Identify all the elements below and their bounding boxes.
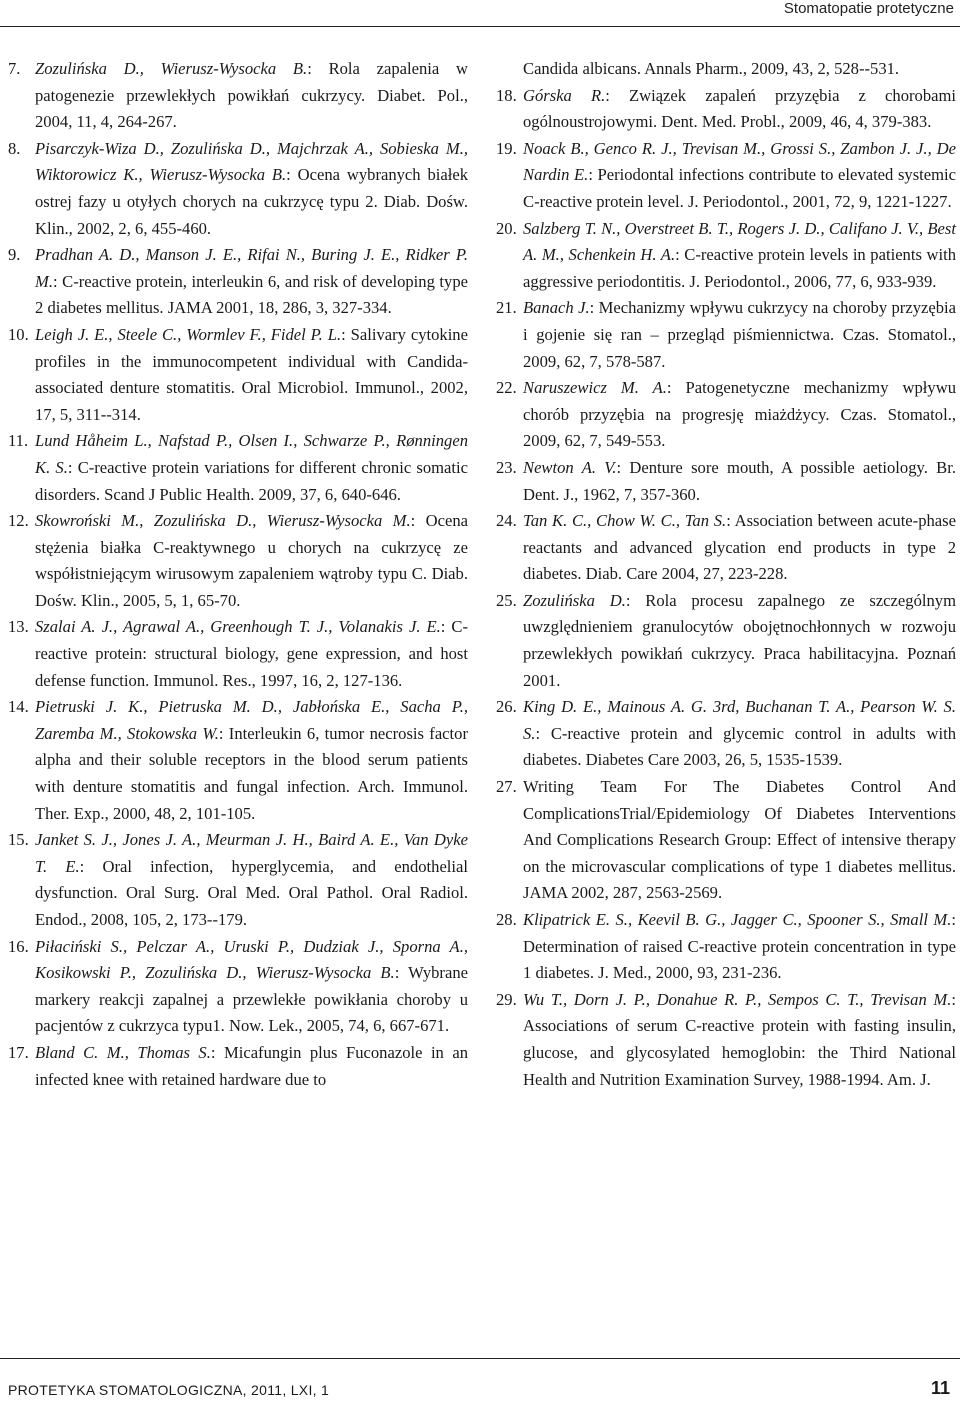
reference-authors: Zozulińska D., Wierusz-Wysocka B.	[35, 59, 308, 78]
reference-authors: King D. E., Mainous A. G. 3rd, Buchanan T. A., Pearson W. S. S.	[523, 697, 956, 743]
reference-text: : Wybrane markery reakcji zapalnej a przewlekłe powikłania choroby u pacjentów z cukrzyca typu1. Now. Lek., 2005, 74, 6, 667-671.	[35, 963, 468, 1036]
reference-number: 11.	[8, 431, 29, 451]
reference-text: : Ocena wybranych białek ostrej fazy u otyłych chorych na cukrzycę typu 2. Diab. Dośw. Klin., 2002, 2, 6, 455-460.	[35, 165, 468, 238]
reference-item	[8, 614, 468, 694]
reference-text: : C-reactive protein and glycemic control in adults with diabetes. Diabetes Care 2003, 26, 5, 1535-1539.	[523, 723, 956, 770]
reference-number: 26.	[496, 697, 517, 717]
reference-number: 18.	[496, 85, 517, 105]
running-header	[0, 0, 960, 26]
reference-text: : C-reactive protein, interleukin 6, and risk of developing type 2 diabetes mellitus. JAMA 2001, 18, 286, 3, 327-334.	[35, 271, 468, 318]
reference-number: 21.	[496, 298, 517, 318]
section-title: Stomatopatie protetyczne	[783, 0, 954, 17]
reference-text: Writing Team For The Diabetes Control And ComplicationsTrial/Epidemiology Of Diabetes Interventions And Complications Research Group: Effect of intensive therapy on the microvascular complications of type 1 diabetes mellitus. JAMA 2002, 287, 2563-2569.	[523, 777, 956, 903]
reference-text: Candida albicans. Annals Pharm., 2009, 43, 2, 528--531.	[523, 59, 900, 78]
reference-item	[496, 455, 956, 508]
reference-number: 23.	[496, 457, 517, 477]
references-left-column	[8, 56, 468, 1093]
reference-item	[8, 428, 468, 508]
reference-authors: Noack B., Genco R. J., Trevisan M., Grossi S., Zambon J. J., De Nardin E.	[523, 138, 956, 185]
reference-authors: Górska R.	[523, 85, 606, 105]
reference-authors: Piłaciński S., Pelczar A., Uruski P., Dudziak J., Sporna A., Kosikowski P., Zozulińska D., Wierusz-Wysocka B.	[35, 936, 468, 983]
reference-authors: Wu T., Dorn J. P., Donahue R. P., Sempos C. T., Trevisan M.	[523, 989, 952, 1009]
reference-item	[8, 1040, 468, 1093]
reference-number: 19.	[496, 138, 517, 158]
reference-text: : Interleukin 6, tumor necrosis factor alpha and their soluble receptors in the blood serum patients with denture stomatitis and fungal infection. Arch. Immunol. Ther. Exp., 2000, 48, 2, 101-105.	[35, 723, 468, 823]
references-right-column	[496, 56, 956, 1093]
reference-item	[496, 987, 956, 1093]
reference-authors: Leigh J. E., Steele C., Wormlev F., Fidel P. L.	[35, 324, 342, 344]
reference-number: 12.	[8, 511, 29, 531]
reference-text: : Determination of raised C-reactive protein concentration in type 1 diabetes. J. Med., 2000, 93, 231-236.	[523, 910, 956, 983]
reference-item	[496, 56, 956, 83]
reference-text: : Associations of serum C-reactive protein with fasting insulin, glucose, and glycosylated hemoglobin: the Third National Health and Nutrition Examination Survey, 1988-1994. Am. J.	[523, 989, 956, 1089]
reference-number: 13.	[8, 617, 29, 637]
reference-authors: Janket S. J., Jones J. A., Meurman J. H., Baird A. E., Van Dyke T. E.	[35, 830, 468, 876]
reference-text: : Association between acute-phase reactants and advanced glycation end products in type 2 diabetes. Diab. Care 2004, 27, 223-228.	[523, 511, 956, 584]
reference-number: 29.	[496, 989, 517, 1009]
reference-authors: Pradhan A. D., Manson J. E., Rifai N., Buring J. E., Ridker P. M.	[35, 245, 468, 291]
reference-text: : Salivary cytokine profiles in the immunocompetent individual with Candida-associated denture stomatitis. Oral Microbiol. Immunol., 2002, 17, 5, 311--314.	[35, 324, 468, 424]
reference-number: 15.	[8, 830, 29, 850]
reference-authors: Szalai A. J., Agrawal A., Greenhough T. J., Volanakis J. E.	[35, 617, 441, 637]
reference-number: 25.	[496, 590, 517, 610]
reference-authors: Tan K. C., Chow W. C., Tan S.	[523, 511, 727, 531]
reference-item	[8, 56, 468, 136]
reference-item	[496, 694, 956, 774]
reference-item	[496, 136, 956, 216]
header-rule	[0, 26, 960, 27]
reference-number: 22.	[496, 378, 517, 398]
reference-number: 7.	[8, 59, 21, 78]
reference-number: 24.	[496, 511, 517, 531]
reference-item	[496, 588, 956, 694]
reference-item	[8, 508, 468, 614]
reference-item	[496, 83, 956, 136]
reference-authors: Salzberg T. N., Overstreet B. T., Rogers J. D., Califano J. V., Best A. M., Schenkein H. A.	[523, 218, 956, 265]
reference-text: : C-reactive protein variations for different chronic somatic disorders. Scand J Public Health. 2009, 37, 6, 640-646.	[35, 457, 468, 504]
reference-text: : Patogenetyczne mechanizmy wpływu chorób przyzębia na progresję miażdżycy. Czas. Stomatol., 2009, 62, 7, 549-553.	[523, 378, 956, 451]
reference-item	[496, 508, 956, 588]
reference-number: 17.	[8, 1042, 29, 1062]
reference-number: 10.	[8, 324, 29, 344]
reference-number: 8.	[8, 138, 21, 158]
footer-journal-name: PROTETYKA STOMATOLOGICZNA, 2011, LXI, 1	[8, 1382, 330, 1398]
reference-text: : Rola procesu zapalnego ze szczególnym uwzględnieniem granulocytów obojętnochłonnych w rozwoju przewlekłych powikłań cukrzycy. Praca habilitacyjna. Poznań 2001.	[523, 590, 956, 690]
reference-authors: Banach J.	[523, 298, 590, 318]
reference-text: : Denture sore mouth, A possible aetiology. Br. Dent. J., 1962, 7, 357-360.	[523, 457, 956, 504]
reference-text: : Oral infection, hyperglycemia, and endothelial dysfunction. Oral Surg. Oral Med. Oral Pathol. Oral Radiol. Endod., 2008, 105, 2, 173--179.	[35, 856, 469, 929]
reference-text: : Periodontal infections contribute to elevated systemic C-reactive protein level. J. Periodontol., 2001, 72, 9, 1221-1227.	[523, 165, 957, 211]
reference-item	[8, 934, 468, 1040]
reference-text: : C-reactive protein: structural biology, gene expression, and host defense function. Immunol. Res., 1997, 16, 2, 127-136.	[35, 617, 468, 690]
reference-authors: Zozulińska D.	[523, 590, 626, 610]
reference-item	[496, 774, 956, 907]
reference-item	[496, 907, 956, 987]
reference-number: 28.	[496, 910, 517, 929]
reference-authors: Lund Håheim L., Nafstad P., Olsen I., Schwarze P., Rønningen K. S.	[35, 431, 468, 477]
reference-item	[8, 136, 468, 242]
reference-text: : Micafungin plus Fuconazole in an infected knee with retained hardware due to	[35, 1042, 468, 1089]
reference-text: : Ocena stężenia białka C-reaktywnego u chorych na cukrzycę ze współistniejącym wirusowym zapaleniem wątroby typu C. Diab. Dośw. Klin., 2005, 5, 1, 65-70.	[35, 511, 468, 610]
reference-authors: Bland C. M., Thomas S.	[35, 1042, 211, 1062]
reference-number: 14.	[8, 697, 29, 717]
reference-number: 9.	[8, 245, 21, 265]
reference-item	[8, 322, 468, 428]
reference-item	[8, 242, 468, 322]
page-number: 11	[930, 1378, 950, 1398]
reference-authors: Skowroński M., Zozulińska D., Wierusz-Wysocka M.	[35, 511, 411, 531]
reference-item	[496, 375, 956, 455]
reference-authors: Klipatrick E. S., Keevil B. G., Jagger C., Spooner S., Small M.	[523, 910, 952, 929]
reference-item	[8, 827, 468, 933]
footer-rule	[0, 1358, 960, 1359]
reference-item	[496, 295, 956, 375]
reference-number: 16.	[8, 936, 29, 956]
reference-text: : Rola zapalenia w patogenezie przewlekłych powikłań cukrzycy. Diabet. Pol., 2004, 11, 4, 264-267.	[35, 59, 468, 132]
reference-authors: Pisarczyk-Wiza D., Zozulińska D., Majchrzak A., Sobieska M., Wiktorowicz K., Wierusz-Wysocka B.	[35, 138, 468, 185]
reference-item	[8, 694, 468, 827]
reference-text: : Mechanizmy wpływu cukrzycy na choroby przyzębia i gojenie się ran – przegląd piśmiennictwa. Czas. Stomatol., 2009, 62, 7, 578-587.	[523, 298, 956, 371]
reference-authors: Naruszewicz M. A.	[523, 378, 667, 398]
reference-text: : C-reactive protein levels in patients with aggressive periodontitis. J. Periodontol., 2006, 77, 6, 933-939.	[523, 245, 956, 291]
reference-number: 20.	[496, 218, 517, 238]
reference-number: 27.	[496, 777, 517, 797]
reference-authors: Newton A. V.	[523, 457, 617, 477]
reference-text: : Związek zapaleń przyzębia z chorobami ogólnoustrojowymi. Dent. Med. Probl., 2009, 46, 4, 379-383.	[523, 85, 956, 132]
reference-item	[496, 216, 956, 296]
reference-authors: Pietruski J. K., Pietruska M. D., Jabłońska E., Sacha P., Zaremba M., Stokowska W.	[35, 697, 468, 743]
